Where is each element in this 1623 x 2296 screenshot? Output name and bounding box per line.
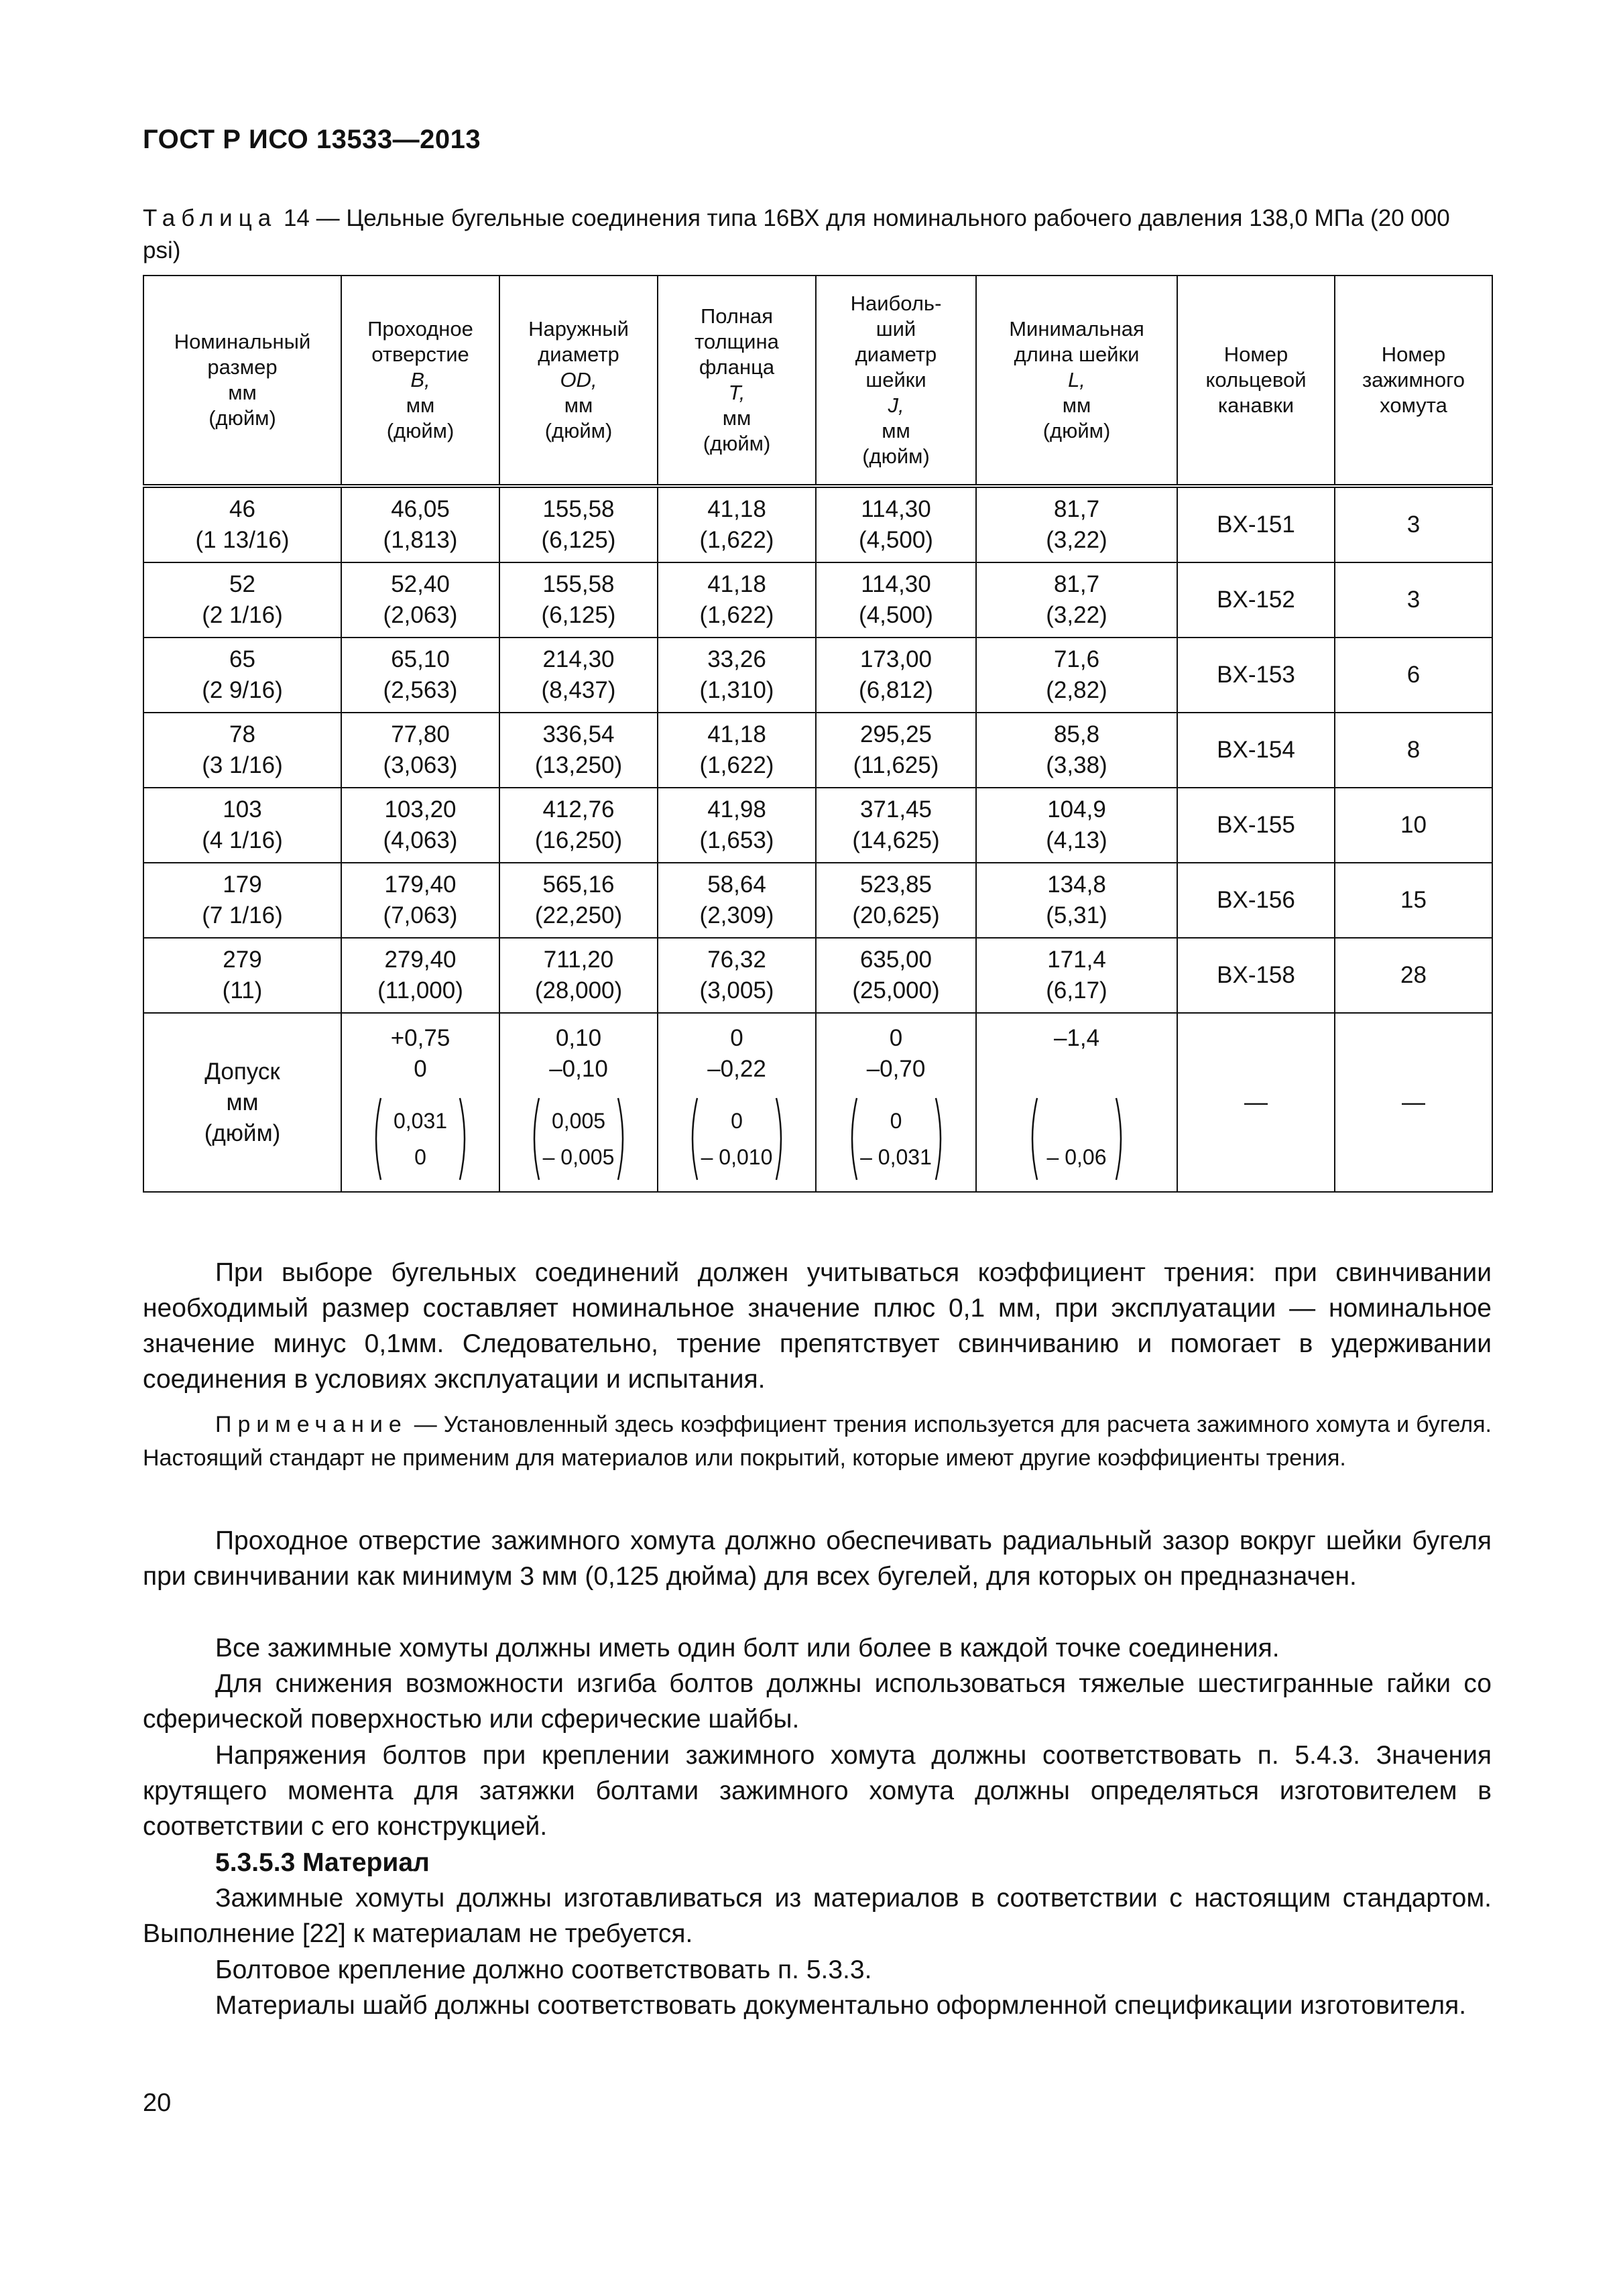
table-cell: 41,18 (1,622) <box>658 486 816 562</box>
table-cell: 295,25 (11,625) <box>816 713 976 788</box>
table-cell: 65,10 (2,563) <box>341 638 499 713</box>
table-cell: 171,4 (6,17) <box>976 938 1177 1013</box>
paragraph: Для снижения возможности изгиба болтов должны использоваться тяжелые шестигранные гайки со сферической поверхностью или сферические шайбы. <box>143 1669 1492 1734</box>
table-cell: 103 (4 1/16) <box>143 788 341 863</box>
table-cell: 371,45 (14,625) <box>816 788 976 863</box>
tolerance-inch-bracket: 0,031 0 <box>370 1095 471 1183</box>
table-cell: BX-151 <box>1177 486 1335 562</box>
paragraph: Проходное отверстие зажимного хомута должно обеспечивать радиальный зазор вокруг шейки бугеля при свинчивании как минимум 3 мм (0,125 дюйма) для всех бугелей, для которых он предназначен. <box>143 1526 1492 1591</box>
table-caption-label: Таблица <box>143 205 278 231</box>
table-cell: 8 <box>1335 713 1492 788</box>
table-cell: 173,00 (6,812) <box>816 638 976 713</box>
tolerance-cell: –1,4 – 0,06 <box>976 1013 1177 1192</box>
tolerance-inch-bracket: 0,005 – 0,005 <box>528 1095 629 1183</box>
note <box>143 1408 1492 1475</box>
table-cell: 46,05 (1,813) <box>341 486 499 562</box>
table-cell: 3 <box>1335 562 1492 638</box>
table-row <box>143 938 1492 1013</box>
header-neck-diameter: Наиболь- ший диаметр шейки J, мм (дюйм) <box>816 276 976 486</box>
paragraph: Материалы шайб должны соответствовать документально оформленной спецификации изготовителя. <box>215 1991 1467 2020</box>
table-cell: 635,00 (25,000) <box>816 938 976 1013</box>
table-cell: 214,30 (8,437) <box>499 638 658 713</box>
note-text: — Установленный здесь коэффициент трения используется для расчета зажимного хомута и бугеля. Настоящий стандарт не применим для материалов или покрытий, которые имеют другие коэффициенты трения. <box>143 1412 1492 1471</box>
data-table <box>143 275 1493 1193</box>
table-cell: 279 (11) <box>143 938 341 1013</box>
paragraph: Зажимные хомуты должны изготавливаться из материалов в соответствии с настоящим стандартом. Выполнение [22] к материалам не требуется. <box>143 1884 1492 1948</box>
table-row <box>143 486 1492 562</box>
table-cell: 52,40 (2,063) <box>341 562 499 638</box>
table-row <box>143 788 1492 863</box>
document-header: ГОСТ Р ИСО 13533—2013 <box>143 125 481 154</box>
tolerance-groove-dash: — <box>1177 1013 1335 1192</box>
header-clamp-number: Номер зажимного хомута <box>1335 276 1492 486</box>
table-cell: 279,40 (11,000) <box>341 938 499 1013</box>
table-cell: 523,85 (20,625) <box>816 863 976 938</box>
tolerance-row <box>143 1013 1492 1192</box>
table-cell: 33,26 (1,310) <box>658 638 816 713</box>
table-cell: BX-154 <box>1177 713 1335 788</box>
section-heading: 5.3.5.3 Материал <box>215 1848 430 1877</box>
table-cell: BX-155 <box>1177 788 1335 863</box>
tolerance-inch-bracket: 0 – 0,010 <box>686 1095 787 1183</box>
table-cell: 85,8 (3,38) <box>976 713 1177 788</box>
table-cell: 179,40 (7,063) <box>341 863 499 938</box>
tolerance-cell: 0 –0,70 0 – 0,031 <box>816 1013 976 1192</box>
tolerance-inch-bracket: – 0,06 <box>1026 1095 1127 1183</box>
table-cell: 76,32 (3,005) <box>658 938 816 1013</box>
page-number: 20 <box>143 2089 172 2117</box>
paragraph: Все зажимные хомуты должны иметь один болт или более в каждой точке соединения. <box>215 1634 1280 1663</box>
table-row <box>143 863 1492 938</box>
table-cell: 41,18 (1,622) <box>658 713 816 788</box>
table-cell: BX-158 <box>1177 938 1335 1013</box>
table-cell: 104,9 (4,13) <box>976 788 1177 863</box>
table-cell: 41,98 (1,653) <box>658 788 816 863</box>
table-cell: 711,20 (28,000) <box>499 938 658 1013</box>
tolerance-inch-bracket: 0 – 0,031 <box>846 1095 947 1183</box>
table-cell: 114,30 (4,500) <box>816 486 976 562</box>
table-cell: 10 <box>1335 788 1492 863</box>
header-flange-thickness: Полная толщина фланца T, мм (дюйм) <box>658 276 816 486</box>
table-cell: 52 (2 1/16) <box>143 562 341 638</box>
table-cell: BX-153 <box>1177 638 1335 713</box>
table-cell: 155,58 (6,125) <box>499 562 658 638</box>
table-cell: 103,20 (4,063) <box>341 788 499 863</box>
table-cell: 155,58 (6,125) <box>499 486 658 562</box>
table-cell: 336,54 (13,250) <box>499 713 658 788</box>
table-cell: 412,76 (16,250) <box>499 788 658 863</box>
tolerance-clamp-dash: — <box>1335 1013 1492 1192</box>
header-outer-diameter: Наружный диаметр OD, мм (дюйм) <box>499 276 658 486</box>
note-label: Примечание <box>215 1412 408 1437</box>
table-row <box>143 713 1492 788</box>
table-cell: 3 <box>1335 486 1492 562</box>
table-cell: 81,7 (3,22) <box>976 486 1177 562</box>
tolerance-cell: +0,75 0 0,031 0 <box>341 1013 499 1192</box>
table-cell: 77,80 (3,063) <box>341 713 499 788</box>
table-cell: 134,8 (5,31) <box>976 863 1177 938</box>
table-row <box>143 638 1492 713</box>
table-cell: 41,18 (1,622) <box>658 562 816 638</box>
table-row <box>143 562 1492 638</box>
tolerance-cell: 0 –0,22 0 – 0,010 <box>658 1013 816 1192</box>
header-nominal-size: Номинальный размер мм (дюйм) <box>143 276 341 486</box>
table-cell: 179 (7 1/16) <box>143 863 341 938</box>
table-cell: 565,16 (22,250) <box>499 863 658 938</box>
header-ring-groove: Номер кольцевой канавки <box>1177 276 1335 486</box>
table-cell: BX-156 <box>1177 863 1335 938</box>
table-cell: 114,30 (4,500) <box>816 562 976 638</box>
table-cell: 81,7 (3,22) <box>976 562 1177 638</box>
paragraph: Напряжения болтов при креплении зажимного хомута должны соответствовать п. 5.4.3. Значения крутящего момента для затяжки болтами зажимного хомута должны определяться изготовителем в соответствии с его конструкцией. <box>143 1741 1492 1841</box>
header-bore: Проходное отверстие B, мм (дюйм) <box>341 276 499 486</box>
tolerance-label-cell: Допуск мм (дюйм) <box>143 1013 341 1192</box>
table-caption <box>143 202 1489 267</box>
table-cell: 65 (2 9/16) <box>143 638 341 713</box>
paragraph: Болтовое крепление должно соответствовать п. 5.3.3. <box>215 1955 872 1984</box>
table-cell: 71,6 (2,82) <box>976 638 1177 713</box>
header-neck-length: Минимальная длина шейки L, мм (дюйм) <box>976 276 1177 486</box>
table-cell: 28 <box>1335 938 1492 1013</box>
table-cell: 15 <box>1335 863 1492 938</box>
table-header-row <box>143 276 1492 486</box>
table-cell: 6 <box>1335 638 1492 713</box>
table-cell: BX-152 <box>1177 562 1335 638</box>
paragraph: При выборе бугельных соединений должен учитываться коэффициент трения: при свинчивании необходимый размер составляет номинальное значение плюс 0,1 мм, при эксплуатации — номинальное значение минус 0,1мм. Следовательно, трение препятствует свинчиванию и помогает в удерживании соединения в условиях эксплуатации и испытания. <box>143 1258 1492 1394</box>
table-cell: 58,64 (2,309) <box>658 863 816 938</box>
table-cell: 78 (3 1/16) <box>143 713 341 788</box>
table-cell: 46 (1 13/16) <box>143 486 341 562</box>
table-caption-text: 14 — Цельные бугельные соединения типа 16ВХ для номинального рабочего давления 138,0 МПа (20 000 psi) <box>143 205 1450 263</box>
tolerance-cell: 0,10 –0,10 0,005 – 0,005 <box>499 1013 658 1192</box>
